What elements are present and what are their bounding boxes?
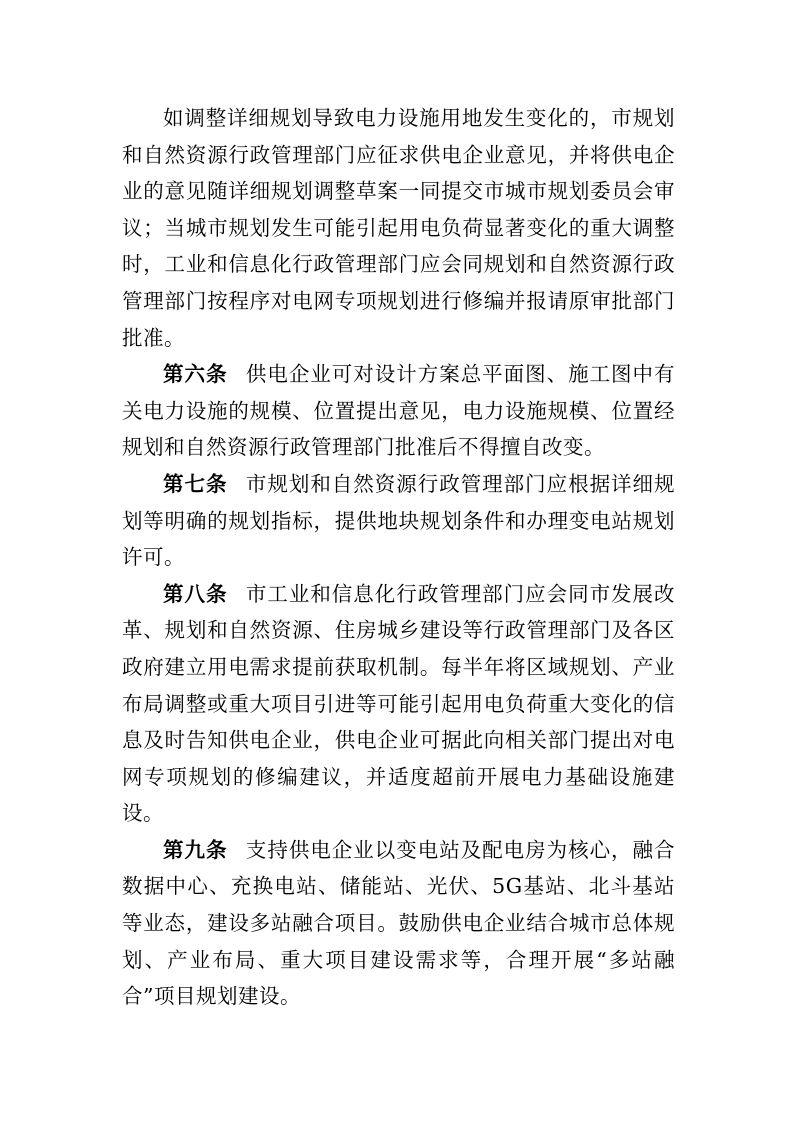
article-9 <box>122 832 675 1015</box>
article-8 <box>122 576 675 832</box>
paragraph-text: 供电企业可对设计方案总平面图、施工图中有关电力设施的规模、位置提出意见，电力设施规模、位置经规划和自然资源行政管理部门批准后不得擅自改变。 <box>122 362 676 460</box>
article-number: 第六条 <box>163 362 228 387</box>
article-6 <box>122 356 675 466</box>
article-number: 第八条 <box>163 581 228 606</box>
article-number: 第九条 <box>163 837 228 862</box>
paragraph-continuation <box>122 100 675 356</box>
paragraph-text: 市规划和自然资源行政管理部门应根据详细规划等明确的规划指标，提供地块规划条件和办理变电站规划许可。 <box>122 471 676 570</box>
paragraph-text: 支持供电企业以变电站及配电房为核心，融合数据中心、充换电站、储能站、光伏、5G基站、北斗基站等业态，建设多站融合项目。鼓励供电企业结合城市总体规划、产业布局、重大项目建设需求等，合理开展“多站融合”项目规划建设。 <box>122 837 676 1009</box>
article-number: 第七条 <box>163 471 228 496</box>
article-7 <box>122 466 675 576</box>
paragraph-text: 市工业和信息化行政管理部门应会同市发展改革、规划和自然资源、住房城乡建设等行政管理部门及各区政府建立用电需求提前获取机制。每半年将区域规划、产业布局调整或重大项目引进等可能引起用电负荷重大变化的信息及时告知供电企业，供电企业可据此向相关部门提出对电网专项规划的修编建议，并适度超前开展电力基础设施建设。 <box>122 581 676 826</box>
paragraph-text: 如调整详细规划导致电力设施用地发生变化的，市规划和自然资源行政管理部门应征求供电企业意见，并将供电企业的意见随详细规划调整草案一同提交市城市规划委员会审议；当城市规划发生可能引起用电负荷显著变化的重大调整时，工业和信息化行政管理部门应会同规划和自然资源行政管理部门按程序对电网专项规划进行修编并报请原审批部门批准。 <box>122 106 675 350</box>
document-body <box>122 100 675 1015</box>
